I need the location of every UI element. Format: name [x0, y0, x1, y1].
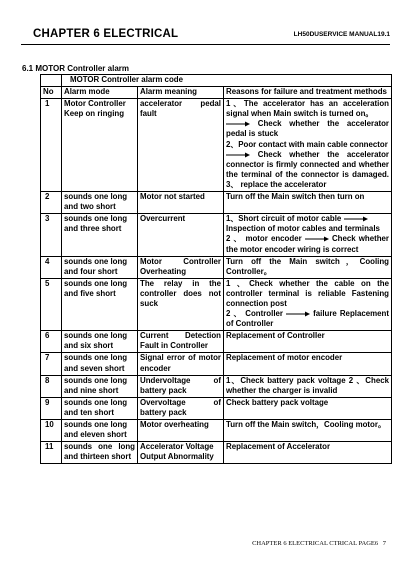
- footer-text: CHAPTER 6 ELECTRICAL CTRICAL PAGE6: [252, 540, 379, 547]
- row-number: 6: [41, 331, 62, 353]
- arrow-icon: [226, 152, 250, 158]
- alarm-meaning: accelerator pedal fault: [138, 99, 224, 192]
- table-row: [41, 214, 392, 256]
- reason-text: 2 、 Controller: [226, 309, 283, 319]
- table-header-row: [41, 87, 392, 99]
- alarm-mode: sounds one long and eleven short: [62, 420, 138, 442]
- row-number: 11: [41, 442, 62, 464]
- header-no: No: [41, 87, 62, 99]
- alarm-mode: sounds one long and ten short: [62, 397, 138, 419]
- table-caption-row: [41, 75, 392, 87]
- alarm-mode: sounds one long and thirteen short: [62, 442, 138, 464]
- alarm-meaning: Motor Controller Overheating: [138, 256, 224, 278]
- row-number: 8: [41, 375, 62, 397]
- arrow-icon: [344, 216, 368, 222]
- table-caption: MOTOR Controller alarm code: [62, 75, 392, 87]
- alarm-meaning: Overcurrent: [138, 214, 224, 256]
- arrow-icon: [286, 311, 310, 317]
- reasons-cell: Turn off the Main switch，Cooling Controller。: [224, 256, 392, 278]
- alarm-mode: sounds one long and two short: [62, 192, 138, 214]
- reason-text: 1、Short circuit of motor cable: [226, 214, 342, 224]
- reasons-cell: [224, 99, 392, 192]
- chapter-title: CHAPTER 6 ELECTRICAL: [33, 28, 179, 40]
- alarm-meaning: Undervoltage of battery pack: [138, 375, 224, 397]
- reason-text: Check whether the accelerator connector is firmly connected and whether the terminal of the connector is damaged. 3、 replace the accelerator: [226, 149, 389, 189]
- reason-text: failure Replacement of Controller: [226, 309, 389, 329]
- table-row: [41, 442, 392, 464]
- section-title: 6.1 MOTOR Controller alarm: [22, 64, 129, 73]
- alarm-meaning: Overvoltage of battery pack: [138, 397, 224, 419]
- reasons-cell: Replacement of Accelerator: [224, 442, 392, 464]
- table-row: [41, 192, 392, 214]
- header-reasons: Reasons for failure and treatment methods: [224, 87, 392, 99]
- manual-title: LH50DUSERVICE MANUAL19.1: [293, 31, 390, 38]
- reason-text: 2、Poor contact with main cable connector: [226, 139, 388, 149]
- header-alarm-meaning: Alarm meaning: [138, 87, 224, 99]
- reason-text: 1、The accelerator has an acceleration signal when Main switch is turned on。: [226, 99, 389, 119]
- page-number: 7: [382, 540, 386, 547]
- row-number: 4: [41, 256, 62, 278]
- table-row: [41, 278, 392, 330]
- reasons-cell: Replacement of motor encoder: [224, 353, 392, 375]
- alarm-meaning: Signal error of motor encoder: [138, 353, 224, 375]
- table-row: [41, 375, 392, 397]
- alarm-mode: sounds one long and four short: [62, 256, 138, 278]
- alarm-meaning: Motor not started: [138, 192, 224, 214]
- alarm-mode: Motor Controller Keep on ringing: [62, 99, 138, 192]
- reasons-cell: Check battery pack voltage: [224, 397, 392, 419]
- reason-text: Inspection of motor cables and terminals: [226, 224, 380, 234]
- alarm-mode: sounds one long and six short: [62, 331, 138, 353]
- row-number: 1: [41, 99, 62, 192]
- alarm-mode: sounds one long and three short: [62, 214, 138, 256]
- alarm-meaning: Current Detection Fault in Controller: [138, 331, 224, 353]
- row-number: 5: [41, 278, 62, 330]
- alarm-meaning: The relay in the controller does not suck: [138, 278, 224, 330]
- reasons-cell: Turn off the Main switch，Cooling motor。: [224, 420, 392, 442]
- alarm-mode: sounds one long and seven short: [62, 353, 138, 375]
- alarm-mode: sounds one long and nine short: [62, 375, 138, 397]
- table-row: [41, 397, 392, 419]
- alarm-meaning: Accelerator Voltage Output Abnormality: [138, 442, 224, 464]
- reason-text: Check whether the accelerator pedal is stuck: [226, 119, 389, 139]
- arrow-icon: [226, 121, 250, 127]
- alarm-code-table: [40, 74, 392, 464]
- row-number: 10: [41, 420, 62, 442]
- header-alarm-mode: Alarm mode: [62, 87, 138, 99]
- reasons-cell: Turn off the Main switch then turn on: [224, 192, 392, 214]
- alarm-meaning: Motor overheating: [138, 420, 224, 442]
- arrow-icon: [305, 236, 329, 242]
- table-row: [41, 256, 392, 278]
- reasons-cell: 1、Check battery pack voltage 2 、Check whether the charger is invalid: [224, 375, 392, 397]
- reasons-cell: Replacement of Controller: [224, 331, 392, 353]
- reason-text: Check whether the motor encoder wiring is correct: [226, 234, 390, 254]
- table-row: [41, 353, 392, 375]
- page-footer: [249, 540, 386, 547]
- page-header: [21, 28, 390, 45]
- row-number: 9: [41, 397, 62, 419]
- table-row: [41, 420, 392, 442]
- alarm-mode: sounds one long and five short: [62, 278, 138, 330]
- reason-text: 1 、Check whether the cable on the controller terminal is reliable Fastening connection post: [226, 278, 389, 308]
- table-row: [41, 99, 392, 192]
- table-row: [41, 331, 392, 353]
- row-number: 2: [41, 192, 62, 214]
- reasons-cell: [224, 214, 392, 256]
- reasons-cell: [224, 278, 392, 330]
- row-number: 7: [41, 353, 62, 375]
- reason-text: 2 、 motor encoder: [226, 234, 302, 244]
- row-number: 3: [41, 214, 62, 256]
